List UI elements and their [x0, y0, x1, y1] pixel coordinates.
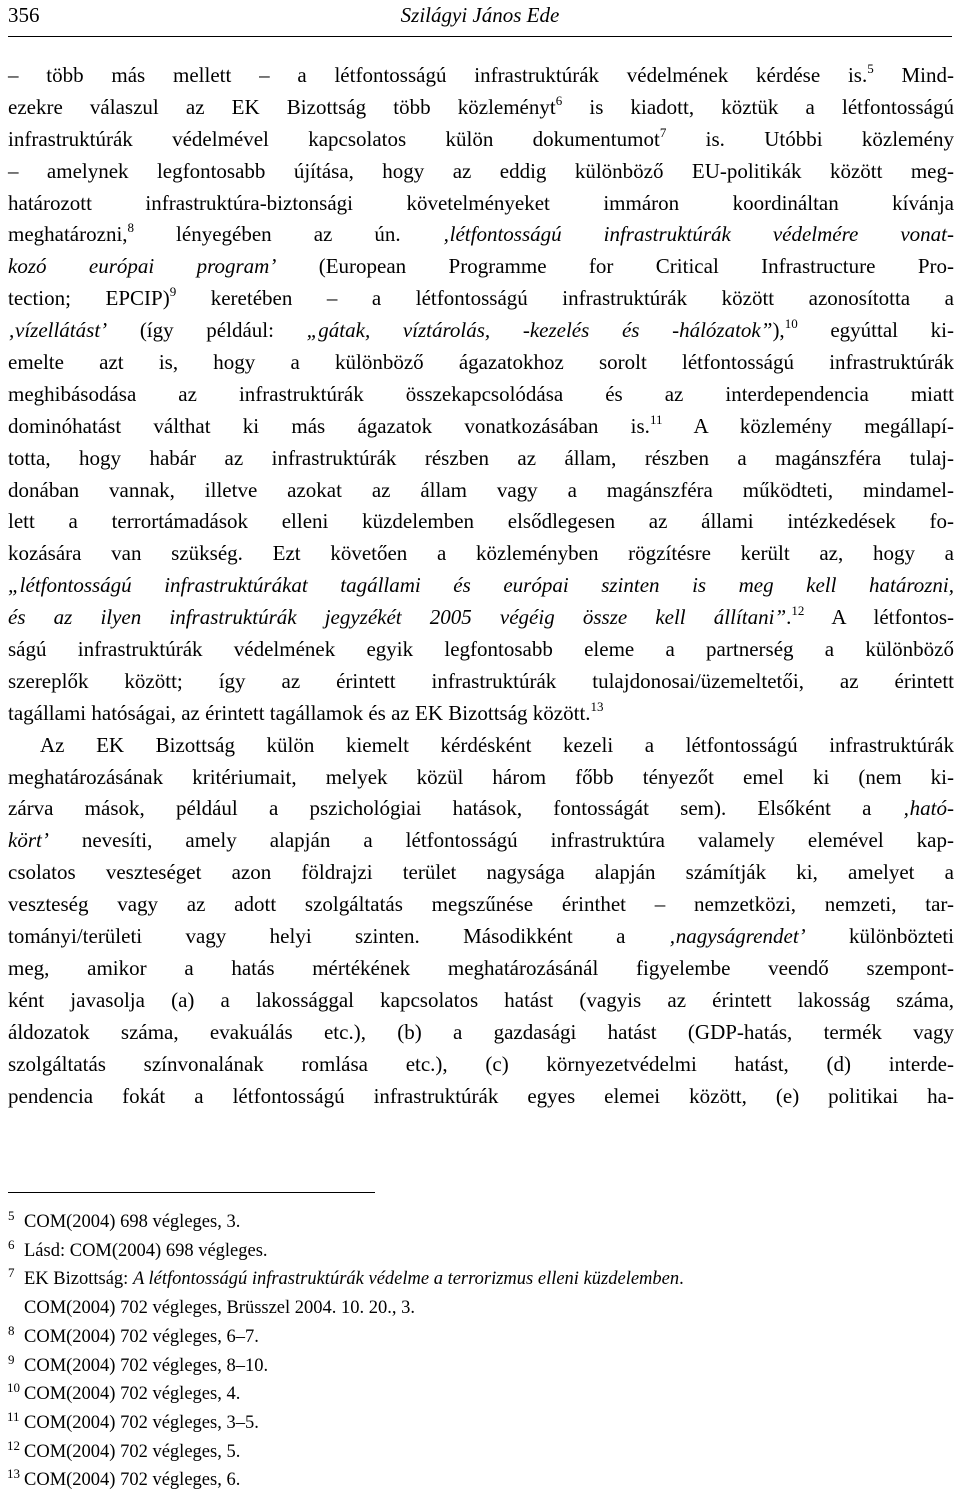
text-run: .	[786, 605, 792, 630]
footnote-13	[8, 1466, 958, 1495]
footnote-text: COM(2004) 702 végleges, 6.	[24, 1470, 241, 1491]
footnote-12	[8, 1438, 958, 1467]
footnote-text: COM(2004) 702 végleges, 3–5.	[24, 1412, 259, 1433]
italic-text-run: ‚vízellátást’	[8, 318, 108, 343]
text-run: .	[679, 1269, 684, 1290]
text-line	[8, 219, 954, 251]
footnote-marker: 6	[8, 1236, 15, 1252]
footnote-6	[8, 1237, 958, 1266]
text-line	[8, 825, 954, 857]
text-run: A közlemény megállapí-	[662, 413, 954, 438]
footnote-reference: 6	[555, 92, 563, 108]
text-line	[8, 283, 954, 315]
text-run: lényegében az ún.	[134, 222, 443, 247]
text-line	[8, 857, 954, 889]
text-run: ),	[772, 318, 785, 343]
footnote-reference: 7	[659, 124, 667, 140]
footnote-marker: 5	[8, 1208, 15, 1223]
text-run: Mind-	[873, 63, 954, 87]
text-line	[8, 475, 954, 507]
text-run: is kiadott, köztük a létfontosságú	[562, 94, 954, 119]
text-run: keretében – a létfontosságú infrastruktúrák között azonosította a	[176, 286, 954, 311]
text-run: is. Utóbbi közlemény	[666, 126, 955, 151]
page-number: 356	[8, 3, 40, 27]
text-run: zárva mások, például a pszichológiai hatások, fontosságát sem). Elsőként a	[8, 796, 903, 821]
text-line	[8, 730, 954, 762]
text-line	[8, 1017, 954, 1049]
text-line	[8, 315, 954, 347]
text-run: lett a terrortámadások elleni küzdelemben elsődlegesen az állami intézkedések fo-	[8, 509, 954, 534]
running-head-author: Szilágyi János Ede	[400, 3, 560, 27]
text-run: határozott infrastruktúra-biztonsági követelményeket immáron koordináltan kívánja	[8, 190, 954, 215]
text-run: egyúttal ki-	[797, 318, 954, 343]
text-line	[8, 443, 954, 475]
text-line	[8, 156, 954, 188]
text-run: infrastruktúrák védelmével kapcsolatos külön dokumentumot	[8, 126, 660, 151]
text-line	[8, 506, 954, 538]
footnote-10	[8, 1380, 958, 1409]
text-run: Az EK Bizottság külön kiemelt kérdésként kezeli a létfontosságú infrastruktúrák	[40, 732, 954, 757]
text-run: tection; EPCIP)	[8, 286, 170, 311]
footnote-text: Lásd: COM(2004) 698 végleges.	[24, 1240, 268, 1261]
text-line	[8, 985, 954, 1017]
footnote-marker: 9	[8, 1351, 15, 1367]
footnote-7	[8, 1265, 958, 1322]
footnote-marker: 8	[8, 1322, 15, 1338]
text-run: meg, amikor a hatás mértékének meghatározásánál figyelembe veendő szempont-	[8, 955, 954, 980]
footnote-9	[8, 1352, 958, 1381]
footnote-reference: 11	[649, 411, 663, 427]
text-line	[8, 889, 954, 921]
text-line	[8, 570, 954, 602]
footnote-reference: 12	[791, 603, 805, 619]
text-run: szolgáltatás színvonalának romlása etc.), (c) környezetvédelmi hatást, (d) interde-	[8, 1051, 954, 1076]
italic-text-run: ‚ható-	[902, 796, 954, 821]
text-run: dominóhatást válthat ki más ágazatok vonatkozásában is.	[8, 413, 650, 438]
text-line	[8, 634, 954, 666]
italic-text-run: kört’	[8, 828, 49, 853]
footnote-reference: 5	[867, 61, 874, 76]
footnote-5	[8, 1208, 958, 1237]
footnote-text: COM(2004) 702 végleges, 5.	[24, 1441, 241, 1462]
running-header	[8, 2, 952, 37]
text-run: áldozatok száma, evakuálás etc.), (b) a gazdasági hatást (GDP-hatás, termék vagy	[8, 1019, 954, 1044]
footnotes	[8, 1208, 958, 1495]
text-line	[8, 188, 954, 220]
text-line	[8, 1081, 954, 1113]
text-run: meghatározásának kritériumait, melyek közül három főbb tényezőt emel ki (nem ki-	[8, 764, 954, 789]
text-run: nevesíti, amely alapján a létfontosságú infrastruktúra valamely elemével kap-	[48, 828, 954, 853]
text-line	[8, 251, 954, 283]
text-line	[8, 379, 954, 411]
text-line	[8, 60, 954, 92]
footnote-marker: 12	[7, 1437, 20, 1453]
footnote-reference: 13	[590, 698, 604, 714]
italic-text-run: és az ilyen infrastruktúrák jegyzékét 2005 végéig össze kell állítani”	[8, 605, 787, 630]
footnote-8	[8, 1323, 958, 1352]
text-run: szereplők között; így az érintett infrastruktúrák tulajdonosai/üzemeltetői, az érintett	[8, 668, 954, 693]
footnote-text: COM(2004) 702 végleges, 8–10.	[24, 1355, 269, 1376]
text-run: csolatos veszteséget azon földrajzi terület nagysága alapján számítják ki, amelyet a	[8, 860, 954, 885]
text-line	[8, 347, 954, 379]
text-line	[8, 538, 954, 570]
text-run: A létfontos-	[804, 605, 954, 630]
text-run: (European Programme for Critical Infrastructure Pro-	[276, 254, 954, 279]
footnote-separator	[8, 1192, 375, 1193]
text-run: (így például:	[107, 318, 307, 343]
italic-text-run: ‚létfontosságú infrastruktúrák védelmére vonat-	[442, 222, 954, 247]
text-run: totta, hogy habár az infrastruktúrák részben az állam, részben a magánszféra tulaj-	[8, 445, 954, 470]
text-run: kozására van szükség. Ezt követően a közleményben rögzítésre került az, hogy a	[8, 541, 954, 566]
footnote-marker: 10	[7, 1380, 20, 1396]
text-line	[8, 698, 954, 730]
footnote-text: COM(2004) 702 végleges, 6–7.	[24, 1326, 259, 1347]
text-run: veszteség vagy az adott szolgáltatás megszűnése érinthet – nemzetközi, nemzeti, tar-	[8, 892, 954, 917]
text-run: EK Bizottság:	[24, 1269, 133, 1290]
text-line	[8, 1049, 954, 1081]
text-line	[8, 953, 954, 985]
text-run: emelte azt is, hogy a különböző ágazatokhoz sorolt létfontosságú infrastruktúrák	[8, 350, 954, 375]
text-run: tagállami hatóságai, az érintett tagállamok és az EK Bizottság között.	[8, 700, 591, 725]
text-run: különbözteti	[805, 924, 954, 949]
footnote-text: COM(2004) 702 végleges, 4.	[24, 1384, 241, 1405]
italic-text-run: „létfontosságú infrastruktúrákat tagállami és európai szinten is meg kell határozni,	[8, 573, 954, 598]
text-run: donában vannak, illetve azokat az állam vagy a magánszféra működteti, mindamel-	[8, 477, 954, 502]
main-text	[8, 60, 954, 1112]
footnote-reference: 10	[784, 316, 798, 332]
text-run: ezekre válaszul az EK Bizottság több közleményt	[8, 94, 556, 119]
footnote-reference: 8	[127, 220, 135, 236]
footnote-11	[8, 1409, 958, 1438]
text-run: tományi/területi vagy helyi szinten. Másodikként a	[8, 924, 669, 949]
text-run: – amelynek legfontosabb újítása, hogy az eddig különböző EU-politikák között meg-	[8, 158, 954, 183]
text-line	[8, 666, 954, 698]
footnote-reference: 9	[169, 284, 177, 300]
footnote-marker: 13	[7, 1466, 20, 1482]
text-line	[8, 124, 954, 156]
italic-text-run: „gátak, víztárolás, -kezelés és -hálózatok”	[306, 318, 773, 343]
italic-text-run: A létfontosságú infrastruktúrák védelme a terrorizmus elleni küzdelemben	[132, 1269, 680, 1290]
italic-text-run: kozó európai program’	[8, 254, 277, 279]
footnote-marker: 7	[8, 1265, 15, 1281]
text-run: meghatározni,	[8, 222, 128, 247]
text-line	[8, 921, 954, 953]
text-run: ságú infrastruktúrák védelmének egyik legfontosabb eleme a partnerség a különböző	[8, 637, 954, 662]
text-line	[8, 92, 954, 124]
footnote-text: COM(2004) 698 végleges, 3.	[24, 1212, 241, 1232]
footnote-marker: 11	[7, 1408, 20, 1424]
text-line	[8, 793, 954, 825]
italic-text-run: ‚nagyságrendet’	[668, 924, 806, 949]
text-line	[8, 762, 954, 794]
footnote-continuation: COM(2004) 702 végleges, Brüsszel 2004. 10. 20., 3.	[24, 1298, 416, 1319]
text-run: – több más mellett – a létfontosságú infrastruktúrák védelmének kérdése is.	[8, 63, 868, 87]
text-run: ként javasolja (a) a lakossággal kapcsolatos hatást (vagyis az érintett lakosság száma,	[8, 987, 954, 1012]
text-line	[8, 602, 954, 634]
text-run: meghibásodása az infrastruktúrák összekapcsolódása és az interdependencia miatt	[8, 381, 954, 406]
text-run: pendencia fokát a létfontosságú infrastruktúrák egyes elemei között, (e) politikai ha-	[8, 1083, 954, 1108]
text-line	[8, 411, 954, 443]
